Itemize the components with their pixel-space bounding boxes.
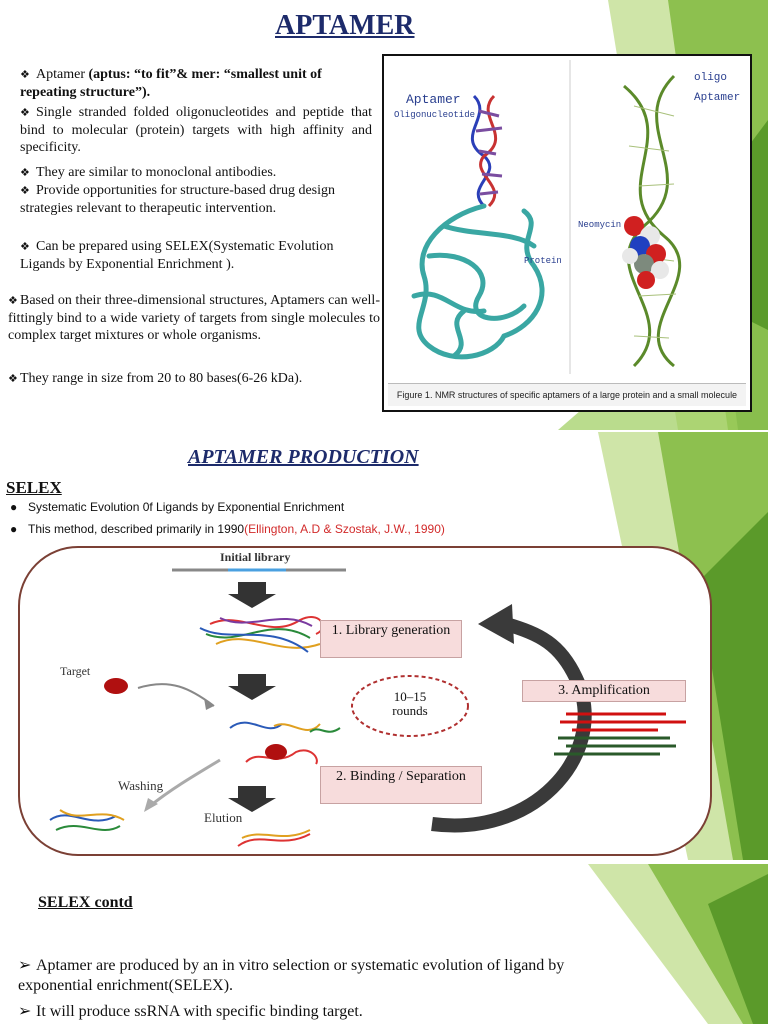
slide-aptamer-production: [0, 432, 768, 860]
slide-aptamer: [0, 0, 768, 430]
bullet-item: ❖ Aptamer (aptus: “to fit”& mer: “smallest unit of repeating structure”).: [20, 67, 322, 100]
slide-title: APTAMER PRODUCTION: [188, 446, 419, 468]
step-amplification: 3. Amplification: [522, 680, 686, 702]
nmr-figure: [382, 54, 752, 412]
figure-label: oligo: [694, 72, 728, 84]
bullet-item: ❖ Based on their three-dimensional structures, Aptamers can well-fittingly bind to a wide variety of targets from single molecules to complex target mixtures or whole organisms.: [8, 293, 380, 343]
bullet-item: ➢ It will produce ssRNA with specific binding target.: [18, 1003, 363, 1020]
slide-title: APTAMER: [275, 10, 415, 41]
reference-link: (Ellington, A.D & Szostak, J.W., 1990): [244, 522, 445, 536]
bullet-item: ● This method, described primarily in 1990(Ellington, A.D & Szostak, J.W., 1990): [10, 522, 445, 536]
step-library-generation: 1. Library generation: [320, 620, 462, 658]
rounds-label: 10–15 rounds: [392, 689, 428, 718]
figure-label: Aptamer: [694, 92, 741, 104]
bullet-item: ❖ Single stranded folded oligonucleotides and peptide that bind to molecular (protein) targets with high affinity and specificity.: [20, 105, 372, 155]
figure-label: Protein: [524, 256, 562, 266]
bullet-item: ➢ Aptamer are produced by an in vitro selection or systematic evolution of ligand by exponential enrichment(SELEX).: [18, 957, 565, 994]
figure-label: Neomycin: [578, 220, 622, 230]
step-binding-separation: 2. Binding / Separation: [320, 766, 482, 804]
section-heading: SELEX: [6, 478, 62, 497]
selex-diagram: [18, 546, 712, 856]
bullet-item: ❖ They range in size from 20 to 80 bases(6-26 kDa).: [8, 371, 303, 386]
green-decoration: [558, 864, 768, 1024]
bullet-item: ❖ Provide opportunities for structure-based drug design strategies relevant to therapeutic intervention.: [20, 183, 335, 216]
figure-label: Oligonucleotide: [394, 110, 476, 120]
section-heading: SELEX contd: [38, 894, 133, 911]
washing-label: Washing: [118, 778, 164, 793]
bullet-item: ● Systematic Evolution 0f Ligands by Exponential Enrichment: [10, 500, 345, 514]
slide-selex-contd: [0, 864, 768, 1024]
target-label: Target: [60, 664, 91, 678]
bullet-item: ❖ Can be prepared using SELEX(Systematic Evolution Ligands by Exponential Enrichment ).: [20, 239, 334, 272]
figure-caption: Figure 1. NMR structures of specific aptamers of a large protein and a small molecule: [388, 383, 746, 406]
bullet-item: ❖ They are similar to monoclonal antibodies.: [20, 165, 277, 180]
initial-library-label: Initial library: [220, 550, 291, 564]
elution-label: Elution: [204, 810, 243, 825]
figure-label: Aptamer: [406, 92, 461, 107]
